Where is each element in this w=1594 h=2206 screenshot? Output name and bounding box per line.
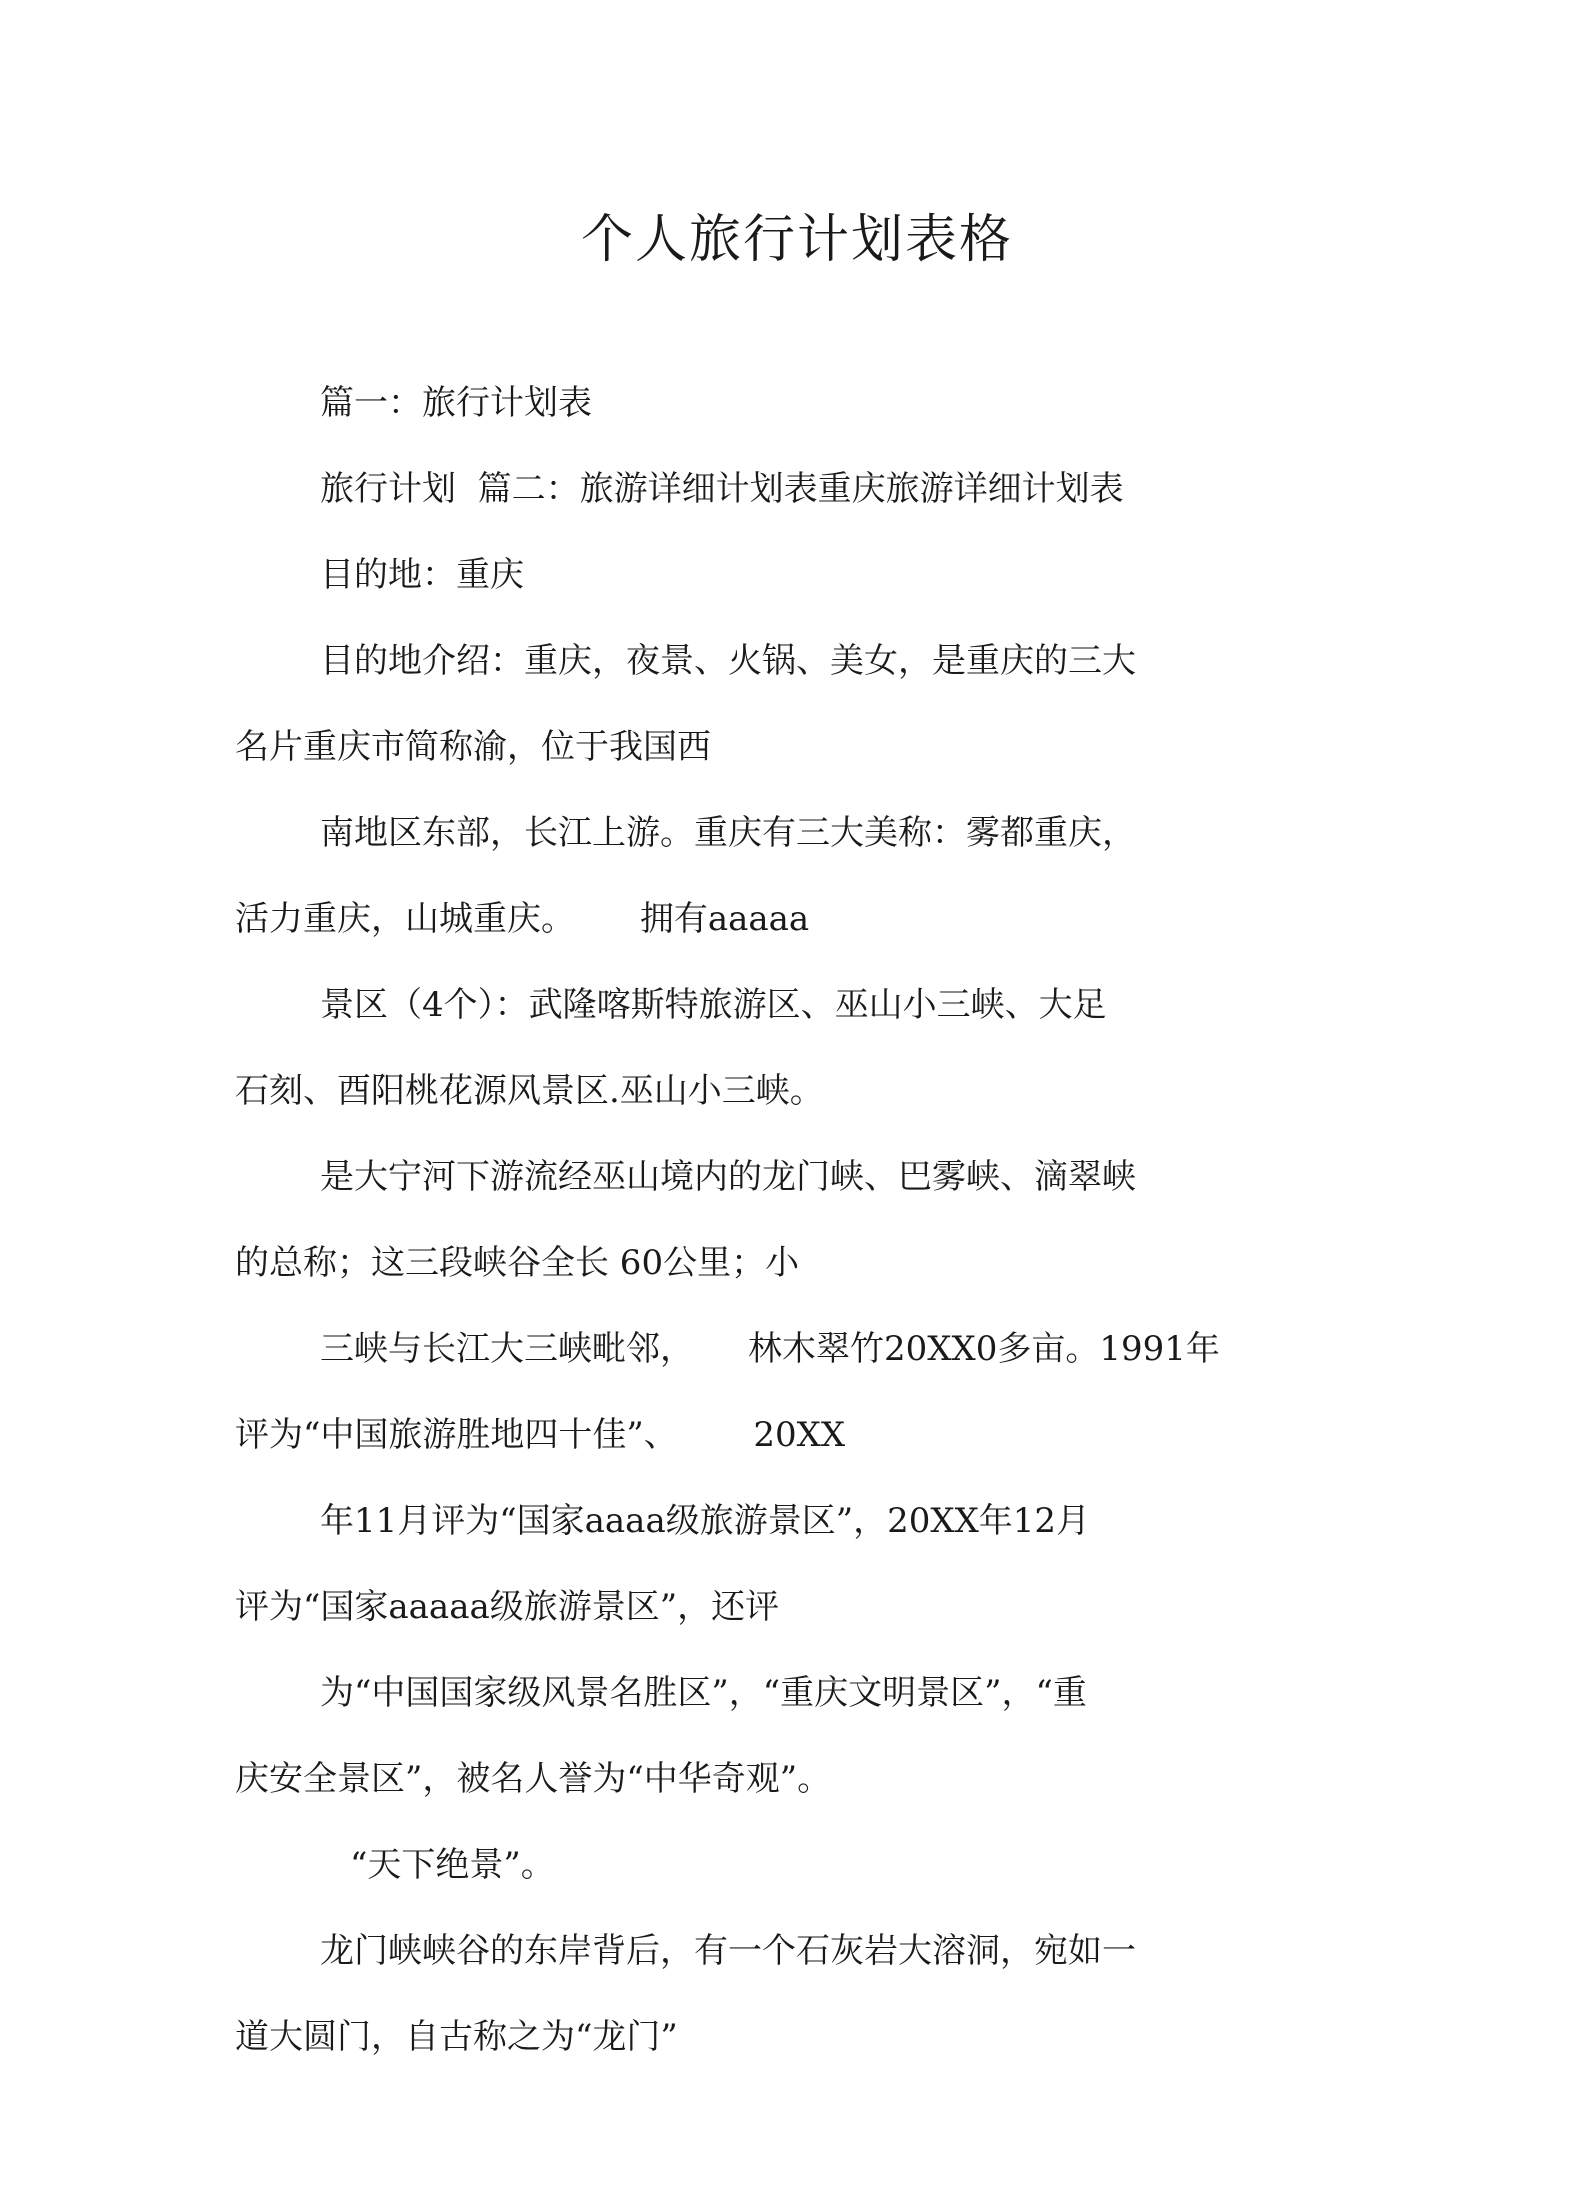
paragraph-line: 道大圆门，自古称之为“龙门”	[235, 2017, 678, 2057]
paragraph-line: 三峡与长江大三峡毗邻， 林木翠竹20XX0多亩。1991年	[320, 1329, 1220, 1369]
watermark-strip	[750, 2027, 1130, 2047]
watermark-strip	[880, 1081, 1280, 1101]
paragraph-line: 名片重庆市简称渝，位于我国西	[235, 727, 711, 767]
paragraph-line: 目的地：重庆	[320, 555, 524, 595]
paragraph-line: 活力重庆，山城重庆。 拥有aaaaa	[235, 899, 810, 939]
paragraph-line: 目的地介绍：重庆，夜景、火锅、美女，是重庆的三大	[320, 641, 1136, 681]
paragraph-line: 篇一：旅行计划表	[320, 383, 592, 423]
paragraph-line: 年11月评为“国家aaaa级旅游景区”，20XX年12月	[320, 1501, 1091, 1541]
paragraph-line: “天下绝景”。	[350, 1845, 555, 1885]
paragraph-line: 是大宁河下游流经巫山境内的龙门峡、巴雾峡、滴翠峡	[320, 1157, 1136, 1197]
paragraph-line: 的总称；这三段峡谷全长 60公里；小	[235, 1243, 800, 1283]
paragraph-line: 龙门峡峡谷的东岸背后，有一个石灰岩大溶洞，宛如一	[320, 1931, 1136, 1971]
watermark-strip	[930, 1769, 1320, 1789]
paragraph-line: 石刻、酉阳桃花源风景区.巫山小三峡。	[235, 1071, 824, 1111]
document-title: 个人旅行计划表格	[580, 210, 1013, 270]
watermark-strip	[745, 737, 1125, 757]
paragraph-line: 景区（4个）：武隆喀斯特旅游区、巫山小三峡、大足	[320, 985, 1107, 1025]
paragraph-line: 庆安全景区”，被名人誉为“中华奇观”。	[235, 1759, 832, 1799]
watermark-strip	[850, 1597, 1230, 1617]
paragraph-line: 旅行计划 篇二：旅游详细计划表重庆旅游详细计划表	[320, 469, 1124, 509]
paragraph-line: 评为“中国旅游胜地四十佳”、 20XX	[235, 1415, 846, 1455]
paragraph-line: 为“中国国家级风景名胜区”，“重庆文明景区”，“重	[320, 1673, 1087, 1713]
paragraph-line: 南地区东部，长江上游。重庆有三大美称：雾都重庆，	[320, 813, 1136, 853]
paragraph-line: 评为“国家aaaaa级旅游景区”，还评	[235, 1587, 780, 1627]
